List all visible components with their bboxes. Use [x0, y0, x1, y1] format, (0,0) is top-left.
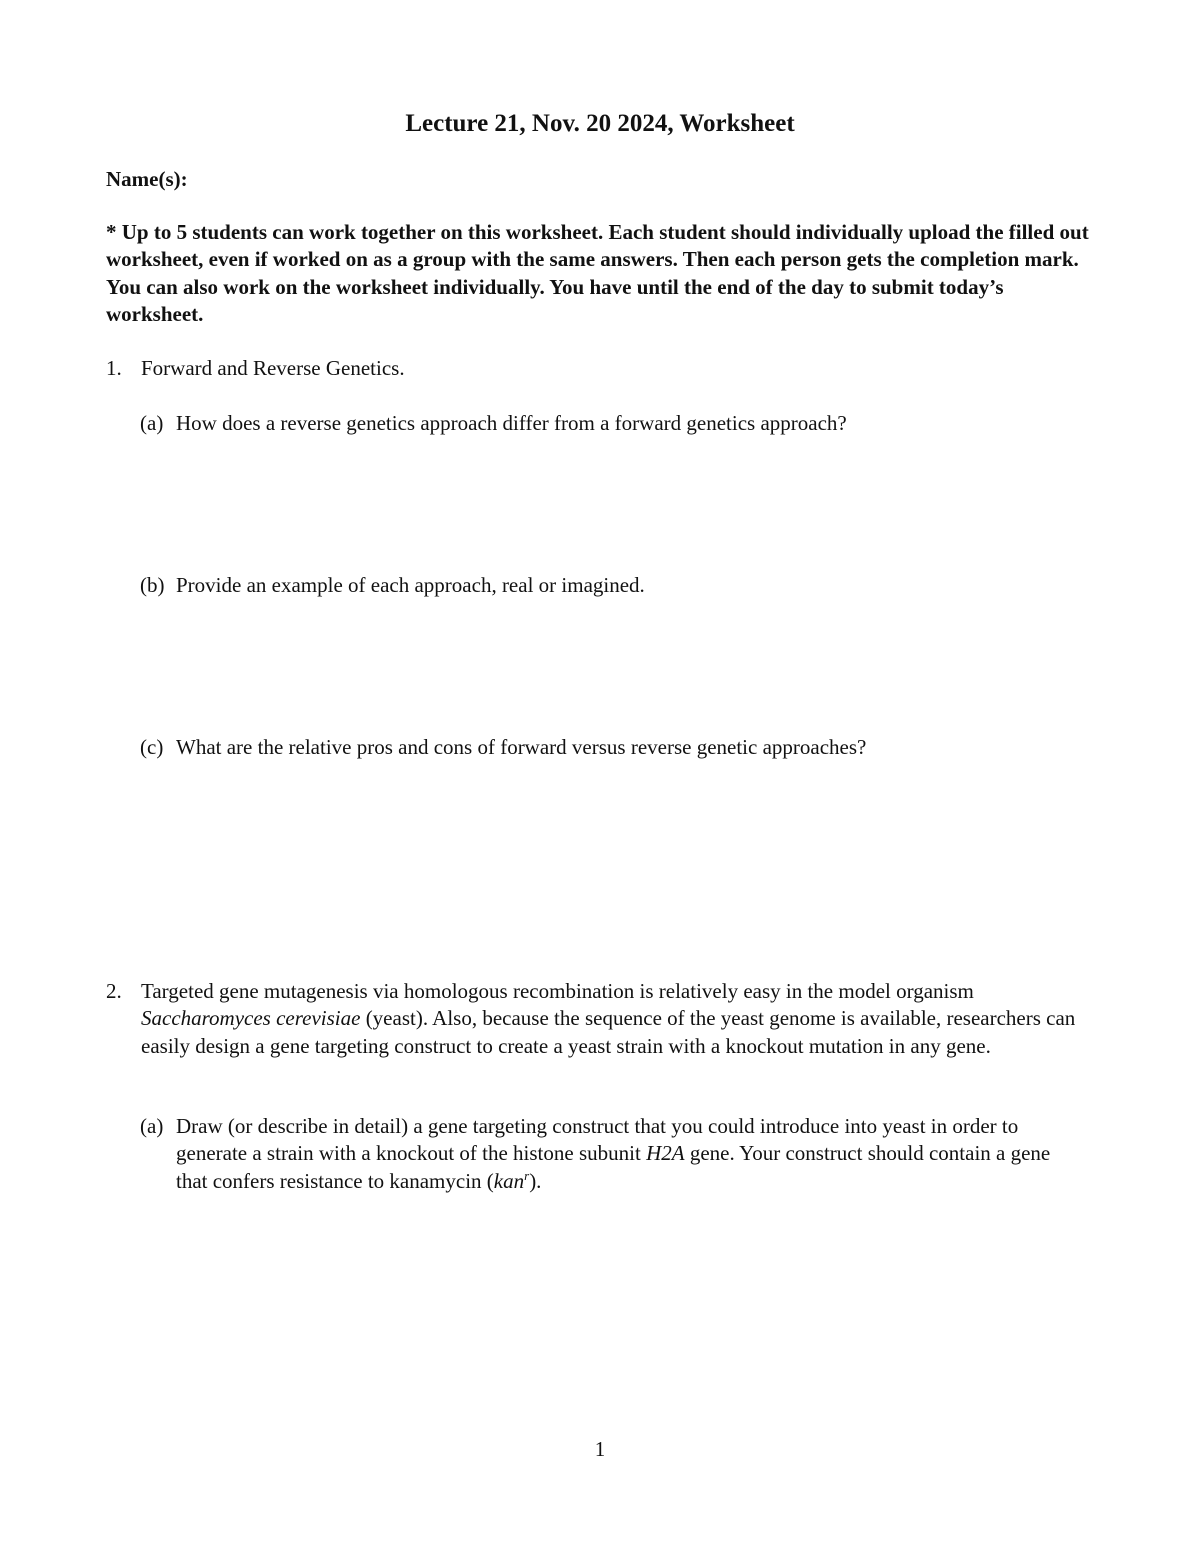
question-1c-text: What are the relative pros and cons of forward versus reverse genetic approaches? — [176, 735, 867, 759]
question-1a-label: (a) — [140, 411, 164, 435]
species-name: Saccharomyces cerevisiae — [141, 1006, 361, 1031]
names-label: Name(s): — [106, 167, 188, 191]
question-2-intro-start: Targeted gene mutagenesis via homologous recombination is relatively easy in the model organism — [141, 979, 974, 1003]
question-2a-text-start: Draw (or describe in detail) a gene targeting construct that you could introduce into yeast in order to generate a strain with a knockout of the histone subunit — [176, 1114, 1019, 1166]
question-2-intro — [141, 978, 1086, 1060]
page-number: 1 — [594, 1437, 606, 1461]
resistance-gene: kan — [493, 1168, 525, 1193]
resistance-superscript: r — [524, 1167, 530, 1183]
question-1a-text: How does a reverse genetics approach differ from a forward genetics approach? — [176, 411, 847, 435]
question-1b-label: (b) — [140, 573, 165, 597]
gene-name: H2A — [646, 1141, 685, 1166]
page-title: Lecture 21, Nov. 20 2024, Worksheet — [405, 110, 795, 137]
question-2a-label: (a) — [140, 1114, 164, 1138]
question-2a-text-end: ). — [529, 1168, 542, 1193]
question-1b-text: Provide an example of each approach, real or imagined. — [176, 573, 645, 597]
instructions-notice: * Up to 5 students can work together on this worksheet. Each student should individually upload the filled out worksheet, even if worked on as a group with the same answers. Then each person gets the completion mark. You can also work on the worksheet individually. You have until the end of the day to submit today’s worksheet. — [106, 220, 1089, 326]
question-2a-text — [176, 1113, 1056, 1195]
question-2a-text-middle: gene. Your construct should contain a gene that confers resistance to kanamycin ( — [176, 1141, 1051, 1193]
question-1c-label: (c) — [140, 735, 164, 759]
question-2-intro-end: (yeast). Also, because the sequence of the yeast genome is available, researchers can easily design a gene targeting construct to create a yeast strain with a knockout mutation in any gene. — [141, 1006, 1076, 1058]
question-1-heading: Forward and Reverse Genetics. — [141, 356, 405, 380]
question-2-number: 2. — [106, 979, 122, 1003]
question-1-number: 1. — [106, 356, 122, 380]
